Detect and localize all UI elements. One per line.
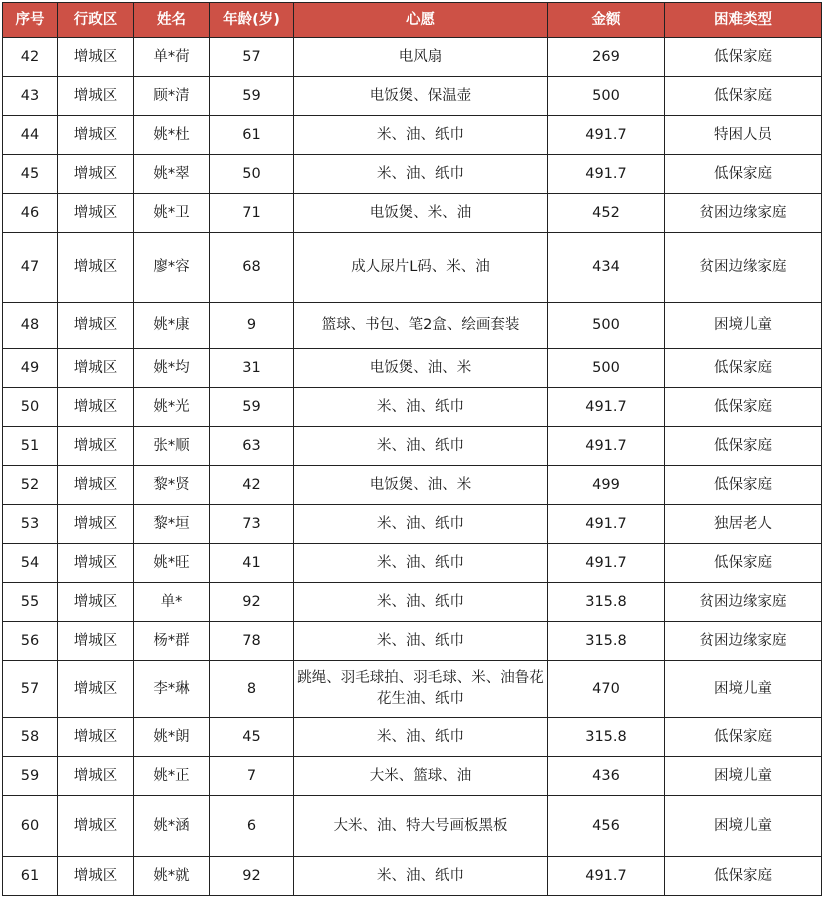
table-row [3, 116, 822, 155]
cell-hardship-type: 贫困边缘家庭 [665, 583, 822, 622]
wish-list-table [2, 2, 822, 896]
cell-amount: 491.7 [548, 505, 665, 544]
cell-name: 姚*均 [134, 349, 210, 388]
cell-name: 姚*朗 [134, 718, 210, 757]
cell-amount: 470 [548, 661, 665, 718]
cell-name: 姚*翠 [134, 155, 210, 194]
header-row [3, 3, 822, 38]
cell-amount: 315.8 [548, 583, 665, 622]
cell-age: 9 [210, 303, 294, 349]
cell-name: 姚*就 [134, 857, 210, 896]
cell-age: 92 [210, 857, 294, 896]
cell-hardship-type: 低保家庭 [665, 388, 822, 427]
cell-district: 增城区 [58, 583, 134, 622]
cell-wish: 米、油、纸巾 [294, 622, 548, 661]
cell-name: 姚*康 [134, 303, 210, 349]
cell-wish: 大米、篮球、油 [294, 757, 548, 796]
cell-district: 增城区 [58, 661, 134, 718]
cell-name: 杨*群 [134, 622, 210, 661]
cell-name: 单* [134, 583, 210, 622]
cell-name: 张*顺 [134, 427, 210, 466]
cell-hardship-type: 低保家庭 [665, 427, 822, 466]
cell-name: 廖*容 [134, 233, 210, 303]
cell-wish: 电饭煲、米、油 [294, 194, 548, 233]
cell-age: 63 [210, 427, 294, 466]
cell-hardship-type: 贫困边缘家庭 [665, 233, 822, 303]
cell-amount: 269 [548, 38, 665, 77]
cell-district: 增城区 [58, 233, 134, 303]
cell-index: 53 [3, 505, 58, 544]
cell-hardship-type: 困境儿童 [665, 796, 822, 857]
cell-hardship-type: 低保家庭 [665, 857, 822, 896]
cell-name: 黎*贤 [134, 466, 210, 505]
header-district: 行政区 [58, 3, 134, 38]
cell-age: 73 [210, 505, 294, 544]
header-name: 姓名 [134, 3, 210, 38]
cell-hardship-type: 低保家庭 [665, 466, 822, 505]
cell-amount: 491.7 [548, 388, 665, 427]
cell-age: 59 [210, 77, 294, 116]
table-row [3, 155, 822, 194]
cell-index: 46 [3, 194, 58, 233]
table-row [3, 194, 822, 233]
cell-wish: 电风扇 [294, 38, 548, 77]
cell-district: 增城区 [58, 38, 134, 77]
cell-amount: 456 [548, 796, 665, 857]
cell-index: 43 [3, 77, 58, 116]
cell-wish: 电饭煲、保温壶 [294, 77, 548, 116]
cell-name: 李*琳 [134, 661, 210, 718]
cell-index: 59 [3, 757, 58, 796]
cell-wish: 篮球、书包、笔2盒、绘画套装 [294, 303, 548, 349]
cell-district: 增城区 [58, 349, 134, 388]
cell-district: 增城区 [58, 194, 134, 233]
cell-age: 31 [210, 349, 294, 388]
cell-amount: 434 [548, 233, 665, 303]
cell-amount: 500 [548, 303, 665, 349]
cell-age: 42 [210, 466, 294, 505]
cell-age: 92 [210, 583, 294, 622]
cell-wish: 跳绳、羽毛球拍、羽毛球、米、油鲁花花生油、纸巾 [294, 661, 548, 718]
cell-district: 增城区 [58, 388, 134, 427]
cell-index: 51 [3, 427, 58, 466]
table-row [3, 796, 822, 857]
cell-name: 单*荷 [134, 38, 210, 77]
cell-district: 增城区 [58, 77, 134, 116]
table-row [3, 857, 822, 896]
table-row [3, 544, 822, 583]
cell-name: 姚*杜 [134, 116, 210, 155]
cell-district: 增城区 [58, 116, 134, 155]
table-row [3, 349, 822, 388]
cell-hardship-type: 低保家庭 [665, 77, 822, 116]
cell-district: 增城区 [58, 796, 134, 857]
table-row [3, 38, 822, 77]
cell-amount: 491.7 [548, 544, 665, 583]
cell-district: 增城区 [58, 544, 134, 583]
cell-hardship-type: 低保家庭 [665, 38, 822, 77]
cell-age: 59 [210, 388, 294, 427]
cell-district: 增城区 [58, 857, 134, 896]
cell-index: 60 [3, 796, 58, 857]
cell-age: 41 [210, 544, 294, 583]
table-row [3, 466, 822, 505]
cell-amount: 452 [548, 194, 665, 233]
cell-amount: 499 [548, 466, 665, 505]
cell-district: 增城区 [58, 466, 134, 505]
cell-age: 61 [210, 116, 294, 155]
cell-district: 增城区 [58, 505, 134, 544]
table-row [3, 388, 822, 427]
table-row [3, 303, 822, 349]
cell-index: 50 [3, 388, 58, 427]
cell-district: 增城区 [58, 427, 134, 466]
cell-name: 黎*垣 [134, 505, 210, 544]
cell-hardship-type: 低保家庭 [665, 544, 822, 583]
header-index: 序号 [3, 3, 58, 38]
cell-amount: 500 [548, 349, 665, 388]
cell-amount: 491.7 [548, 857, 665, 896]
cell-amount: 436 [548, 757, 665, 796]
cell-name: 姚*涵 [134, 796, 210, 857]
cell-name: 姚*光 [134, 388, 210, 427]
cell-hardship-type: 困境儿童 [665, 661, 822, 718]
cell-district: 增城区 [58, 155, 134, 194]
cell-amount: 315.8 [548, 622, 665, 661]
cell-age: 78 [210, 622, 294, 661]
cell-age: 7 [210, 757, 294, 796]
cell-age: 68 [210, 233, 294, 303]
cell-index: 52 [3, 466, 58, 505]
cell-district: 增城区 [58, 718, 134, 757]
cell-name: 姚*卫 [134, 194, 210, 233]
cell-hardship-type: 低保家庭 [665, 349, 822, 388]
table-row [3, 583, 822, 622]
cell-amount: 500 [548, 77, 665, 116]
cell-index: 54 [3, 544, 58, 583]
table-row [3, 427, 822, 466]
cell-age: 6 [210, 796, 294, 857]
cell-amount: 491.7 [548, 155, 665, 194]
cell-wish: 电饭煲、油、米 [294, 466, 548, 505]
cell-wish: 电饭煲、油、米 [294, 349, 548, 388]
cell-amount: 491.7 [548, 427, 665, 466]
cell-amount: 315.8 [548, 718, 665, 757]
cell-hardship-type: 贫困边缘家庭 [665, 194, 822, 233]
cell-index: 44 [3, 116, 58, 155]
cell-wish: 米、油、纸巾 [294, 116, 548, 155]
table-row [3, 622, 822, 661]
cell-name: 顾*清 [134, 77, 210, 116]
header-amount: 金额 [548, 3, 665, 38]
cell-index: 55 [3, 583, 58, 622]
cell-name: 姚*旺 [134, 544, 210, 583]
cell-wish: 米、油、纸巾 [294, 857, 548, 896]
table-row [3, 757, 822, 796]
cell-wish: 米、油、纸巾 [294, 505, 548, 544]
cell-wish: 米、油、纸巾 [294, 544, 548, 583]
cell-age: 71 [210, 194, 294, 233]
table-row [3, 233, 822, 303]
table-row [3, 661, 822, 718]
cell-hardship-type: 贫困边缘家庭 [665, 622, 822, 661]
cell-amount: 491.7 [548, 116, 665, 155]
header-wish: 心愿 [294, 3, 548, 38]
cell-index: 57 [3, 661, 58, 718]
header-age: 年龄(岁) [210, 3, 294, 38]
cell-wish: 成人尿片L码、米、油 [294, 233, 548, 303]
cell-index: 47 [3, 233, 58, 303]
cell-wish: 米、油、纸巾 [294, 388, 548, 427]
cell-district: 增城区 [58, 303, 134, 349]
cell-district: 增城区 [58, 757, 134, 796]
cell-hardship-type: 特困人员 [665, 116, 822, 155]
cell-index: 45 [3, 155, 58, 194]
cell-age: 8 [210, 661, 294, 718]
table-row [3, 505, 822, 544]
cell-hardship-type: 低保家庭 [665, 155, 822, 194]
table-row [3, 718, 822, 757]
cell-hardship-type: 困境儿童 [665, 757, 822, 796]
cell-index: 56 [3, 622, 58, 661]
cell-index: 48 [3, 303, 58, 349]
cell-index: 42 [3, 38, 58, 77]
cell-index: 58 [3, 718, 58, 757]
cell-name: 姚*正 [134, 757, 210, 796]
cell-age: 50 [210, 155, 294, 194]
table-row [3, 77, 822, 116]
cell-index: 61 [3, 857, 58, 896]
header-hardship-type: 困难类型 [665, 3, 822, 38]
cell-age: 45 [210, 718, 294, 757]
cell-district: 增城区 [58, 622, 134, 661]
cell-wish: 米、油、纸巾 [294, 583, 548, 622]
cell-wish: 米、油、纸巾 [294, 155, 548, 194]
cell-hardship-type: 低保家庭 [665, 718, 822, 757]
cell-hardship-type: 独居老人 [665, 505, 822, 544]
cell-wish: 米、油、纸巾 [294, 427, 548, 466]
cell-hardship-type: 困境儿童 [665, 303, 822, 349]
cell-age: 57 [210, 38, 294, 77]
cell-index: 49 [3, 349, 58, 388]
cell-wish: 大米、油、特大号画板黑板 [294, 796, 548, 857]
cell-wish: 米、油、纸巾 [294, 718, 548, 757]
